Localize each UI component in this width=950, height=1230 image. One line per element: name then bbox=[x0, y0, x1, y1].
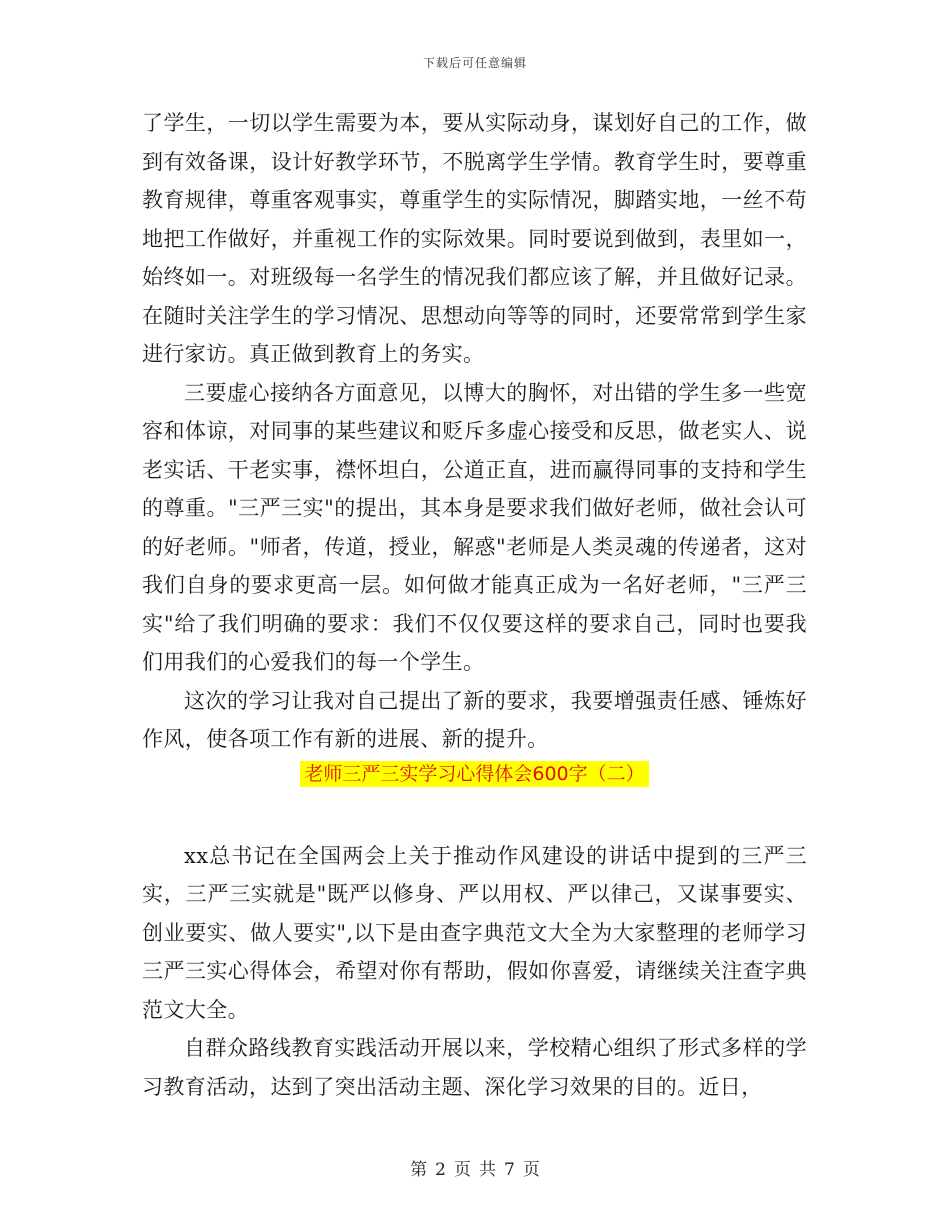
paragraph-3: 这次的学习让我对自己提出了新的要求，我要增强责任感、锤炼好作风，使各项工作有新的进展、新的提升。 bbox=[142, 688, 807, 751]
footer-label-di: 第 bbox=[410, 1160, 428, 1180]
section-heading: 老师三严三实学习心得体会600字（二） bbox=[300, 761, 648, 787]
section-heading-wrap bbox=[142, 761, 807, 799]
footer-total-pages: 7 bbox=[504, 1160, 515, 1180]
paragraph-1: 了学生，一切以学生需要为本，要从实际动身，谋划好自己的工作，做到有效备课，设计好教学环节，不脱离学生学情。教育学生时，要尊重教育规律，尊重客观事实，尊重学生的实际情况，脚踏实地，一丝不苟地把工作做好，并重视工作的实际效果。同时要说到做到，表里如一，始终如一。对班级每一名学生的情况我们都应该了解，并且做好记录。在随时关注学生的学习情况、思想动向等等的同时，还要常常到学生家进行家访。真正做到教育上的务实。 bbox=[142, 111, 807, 366]
page-header: 下载后可任意编辑 bbox=[422, 56, 527, 70]
footer-label-gong: 共 bbox=[479, 1160, 496, 1180]
paragraph-4: xx总书记在全国两会上关于推动作风建设的讲话中提到的三严三实，三严三实就是"既严以修身、严以用权、严以律己，又谋事要实、创业要实、做人要实",以下是由查字典范文大全为大家整理的老师学习三严三实心得体会，希望对你有帮助，假如你喜爱，请继续关注查字典范文大全。 bbox=[142, 843, 807, 1022]
paragraph-5: 自群众路线教育实践活动开展以来，学校精心组织了形式多样的学习教育活动，达到了突出活动主题、深化学习效果的目的。近日， bbox=[142, 1036, 807, 1099]
footer-page-number: 2 bbox=[435, 1160, 446, 1180]
paragraph-2: 三要虚心接纳各方面意见，以博大的胸怀，对出错的学生多一些宽容和体谅，对同事的某些建议和贬斥多虚心接受和反思，做老实人、说老实话、干老实事，襟怀坦白，公道正直，进而赢得同事的支持和学生的尊重。"三严三实"的提出，其本身是要求我们做好老师，做社会认可的好老师。"师者，传道，授业，解惑"老师是人类灵魂的传递者，这对我们自身的要求更高一层。如何做才能真正成为一名好老师，"三严三实"给了我们明确的要求：我们不仅仅要这样的要求自己，同时也要我们用我们的心爱我们的每一个学生。 bbox=[142, 380, 807, 674]
blank-line bbox=[142, 799, 807, 837]
footer-label-ye: 页 bbox=[454, 1160, 471, 1180]
page-footer bbox=[0, 1155, 950, 1180]
document-body bbox=[142, 104, 807, 1106]
footer-label-ye2: 页 bbox=[522, 1160, 540, 1180]
